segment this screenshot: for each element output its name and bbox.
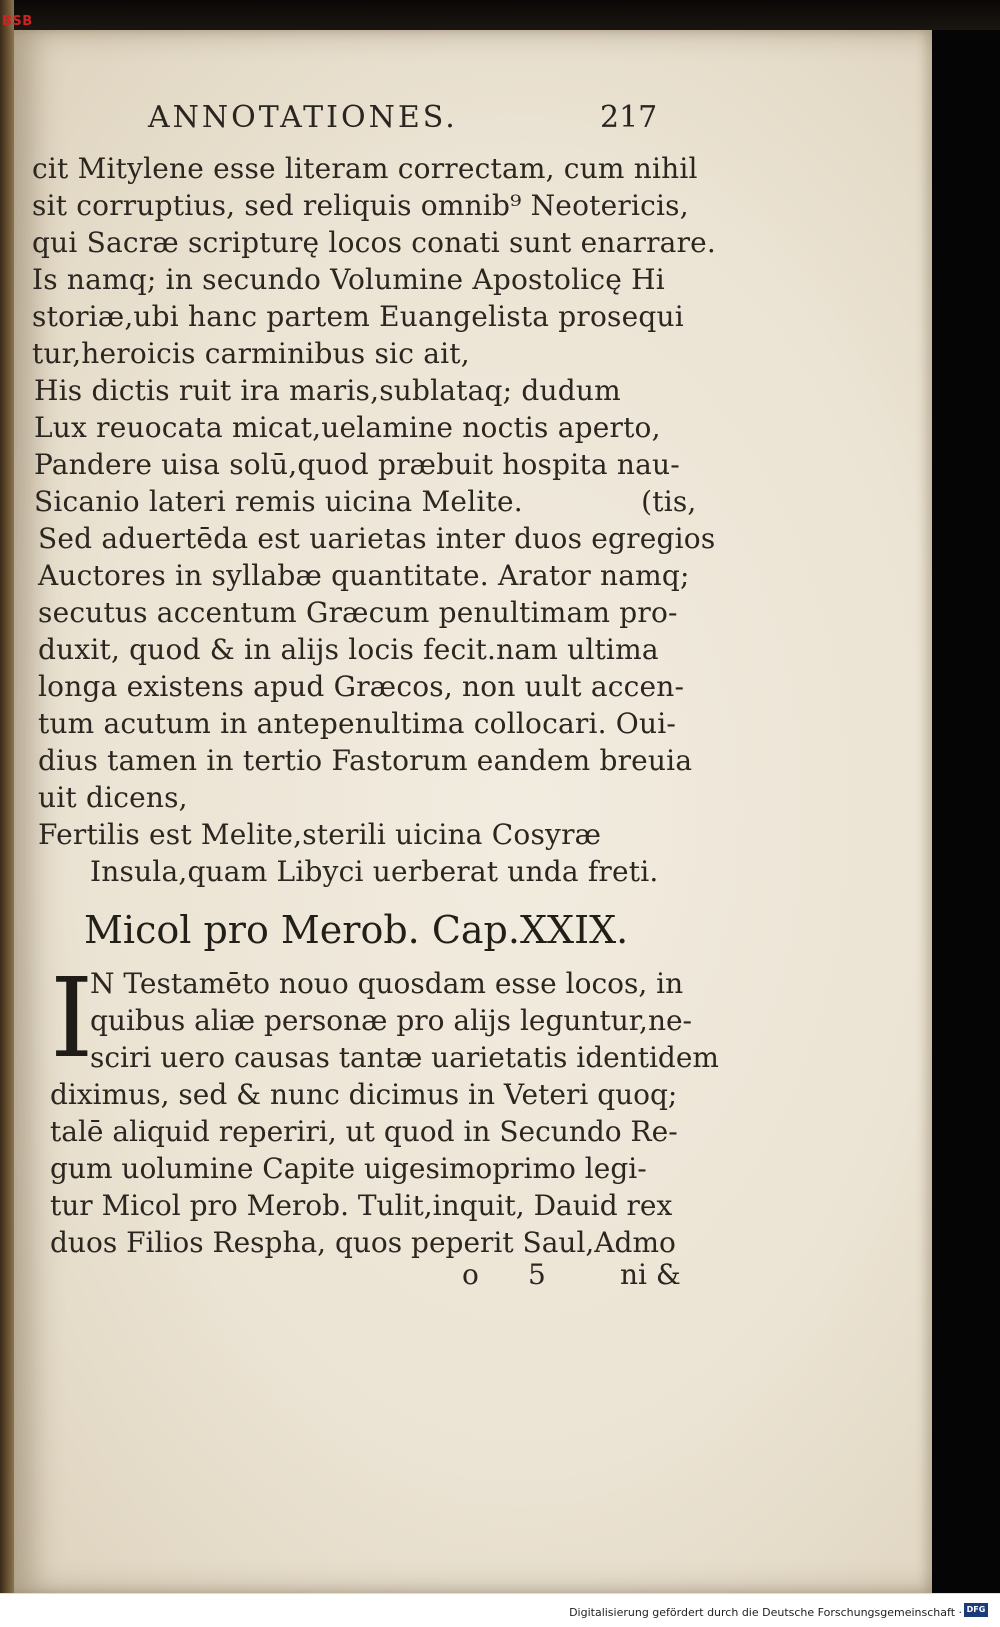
- text-line: tur Micol pro Merob. Tulit,inquit, Dauid rex: [50, 1189, 673, 1222]
- catchword: ni &: [620, 1258, 681, 1291]
- body-text: [32, 150, 717, 890]
- verse-line: Insula,quam Libyci uerberat unda freti.: [90, 855, 659, 888]
- text-line: Is namq; in secundo Volumine Apostolicę Hi: [32, 263, 665, 296]
- signature-mark: 5: [528, 1258, 546, 1291]
- chapter-heading: Micol pro Merob. Cap.XXIX.: [84, 908, 629, 952]
- text-line: quibus aliæ personæ pro alijs leguntur,ne-: [90, 1004, 693, 1037]
- text-line: duxit, quod & in alijs locis fecit.nam ultima: [38, 633, 659, 666]
- text-line: talē aliquid reperiri, ut quod in Secundo Re-: [50, 1115, 678, 1148]
- text-line: sciri uero causas tantæ uarietatis identidem: [90, 1041, 719, 1074]
- verse-line: Pandere uisa solū,quod præbuit hospita nau-: [34, 448, 680, 481]
- scan-right-border: [932, 30, 1000, 1593]
- text-line: tur,heroicis carminibus sic ait,: [32, 337, 470, 370]
- signature-mark: o: [462, 1258, 479, 1291]
- text-line: cit Mitylene esse literam correctam, cum nihil: [32, 152, 698, 185]
- footer-bar: [0, 1593, 1000, 1627]
- drop-cap: I: [50, 954, 94, 1082]
- text-line: sit corruptius, sed reliquis omnib⁹ Neotericis,: [32, 189, 689, 222]
- text-line: N Testamēto nouo quosdam esse locos, in: [90, 967, 684, 1000]
- signature-line: [0, 1258, 700, 1298]
- text-line: tum acutum in antepenultima collocari. Oui-: [38, 707, 677, 740]
- scan-top-border: [0, 0, 1000, 30]
- text-line: qui Sacræ scripturę locos conati sunt enarrare.: [32, 226, 717, 259]
- page-number: 217: [600, 100, 658, 135]
- text-line: storiæ,ubi hanc partem Euangelista prosequi: [32, 300, 684, 333]
- text-line: longa existens apud Græcos, non uult accen-: [38, 670, 685, 703]
- library-mark: BSB: [2, 14, 33, 29]
- chapter-text: [50, 954, 719, 1261]
- dfg-logo-icon: DFG: [964, 1603, 988, 1617]
- verse-line: Sicanio lateri remis uicina Melite. (tis,: [34, 485, 697, 518]
- text-line: diximus, sed & nunc dicimus in Veteri quoq;: [50, 1078, 678, 1111]
- running-head: ANNOTATIONES.: [148, 100, 458, 135]
- book-spine: [0, 0, 14, 1626]
- text-line: dius tamen in tertio Fastorum eandem breuia: [38, 744, 693, 777]
- text-line: gum uolumine Capite uigesimoprimo legi-: [50, 1152, 647, 1185]
- text-line: uit dicens,: [38, 781, 188, 814]
- text-line: duos Filios Respha, quos peperit Saul,Admo: [50, 1226, 676, 1259]
- verse-line: His dictis ruit ira maris,sublataq; dudum: [34, 374, 621, 407]
- text-line: Sed aduertēda est uarietas inter duos egregios: [38, 522, 716, 555]
- text-line: Auctores in syllabæ quantitate. Arator namq;: [38, 559, 690, 592]
- verse-line: Lux reuocata micat,uelamine noctis aperto,: [34, 411, 661, 444]
- text-line: secutus accentum Græcum penultimam pro-: [38, 596, 678, 629]
- verse-line: Fertilis est Melite,sterili uicina Cosyræ: [38, 818, 602, 851]
- funding-credit: Digitalisierung gefördert durch die Deutsche Forschungsgemeinschaft ·: [569, 1606, 962, 1619]
